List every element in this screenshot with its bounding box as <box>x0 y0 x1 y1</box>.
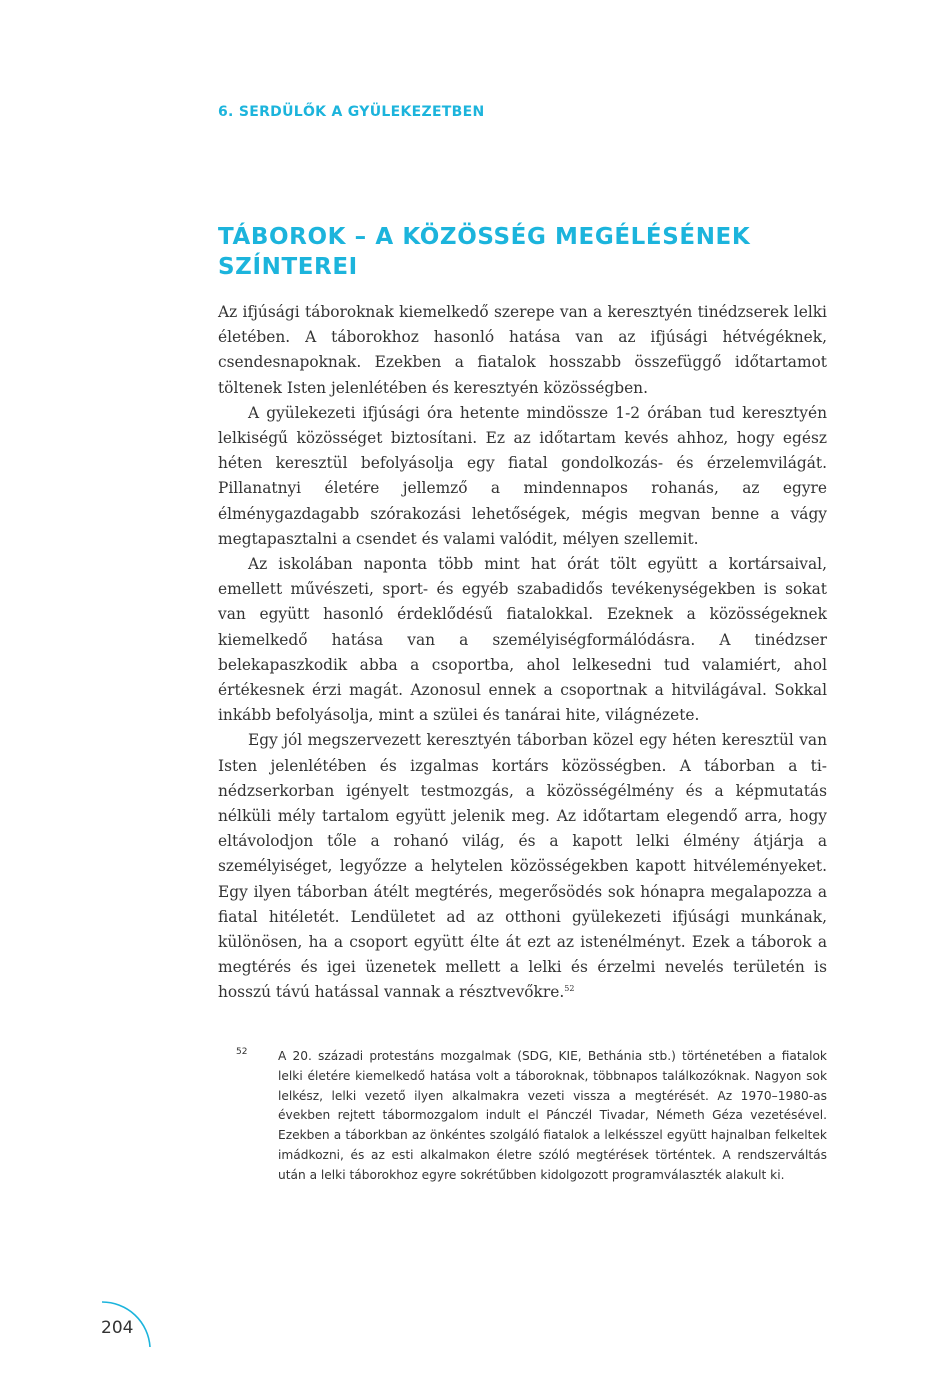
footnote-text: A 20. századi protestáns mozgalmak (SDG, KIE, Bethánia stb.) történetében a fiatalok lelki életére kiemelkedő hatása volt a táboroknak, többnapos találkozóknak. Nagyon sok lelkész, lelki vezető ilyen alkalmakra vezeti vissza a megtérését. Az 1970–1980-as években rejtett tábormozgalom indult el Pánczél Tivadar, Németh Géza vezetésével. Ezekben a táborkban az önkéntes szolgáló fiatalok a lelkésszel együtt hajnalban felkeltek imádkozni, és az esti alkalmakon életre szóló megtérések történtek. A rendszerváltás után a lelki táborokhoz egyre sokrétűbben kidolgozott programválaszték alakult ki. <box>278 1049 827 1182</box>
paragraph: A gyülekezeti ifjúsági óra hetente mindössze 1-2 órában tud keresztyén lelkiségű közösséget biztosítani. Ez az időtartam kevés ahhoz, hogy egész héten keresztül befolyásolja egy fiatal gondolkozás- és érzelemvilágát. Pillanatnyi életére jellemző a mindennapos rohanás, az egyre élménygazdagabb szórakozási lehetőségek, mégis megvan benne a vágy megtapasztalni a csendet és valami valódit, mélyen szellemit. <box>218 403 827 548</box>
running-head: 6. SERDÜLŐK A GYÜLEKEZETBEN <box>218 104 485 120</box>
page-number: 204 <box>101 1318 134 1338</box>
paragraph <box>218 728 827 1005</box>
body-text <box>218 300 827 1006</box>
section-title: TÁBOROK – A KÖZÖSSÉG MEGÉLÉSÉNEK SZÍNTEREI <box>218 224 751 280</box>
paragraph-text: Egy jól megszervezett keresztyén táborban közel egy héten keresztül van Isten jelenlétében és izgalmas kortárs közösségben. A táborban a tinédzserkorban igényelt testmozgás, a közösségélmény és a képmutatás nélküli mély tartalom együtt jelenik meg. Az időtartam elegendő arra, hogy eltávolodjon tőle a rohanó világ, és a kapott lelki élmény átjárja a személyiséget, legyőzze a helytelen közösségekben kapott hitvéleményeket. Egy ilyen táborban átélt megtérés, megerősödés sok hónapra megalapozza a fiatal hitéletét. Lendületet ad az otthoni gyülekezeti ifjúsági munkának, különösen, ha a csoport együtt élte át ezt az istenélményt. Ezek a táborok a megtérés és igei üzenetek mellett a lelki és érzelmi nevelés területén is hosszú távú hatással vannak a résztvevőkre. <box>218 731 827 1002</box>
paragraph: Az ifjúsági táboroknak kiemelkedő szerepe van a keresztyén tinédzserek lelki életében. A táborokhoz hasonló hatása van az ifjúsági hétvégéknek, csendesnapoknak. Ezekben a fiatalok hosszabb összefüggő időtartamot töltenek Isten jelenlétében és keresztyén közösségben. <box>218 303 827 397</box>
footnote-number: 52 <box>236 1047 248 1057</box>
footnote-reference[interactable]: 52 <box>564 984 575 994</box>
paragraph: Az iskolában naponta több mint hat órát tölt együtt a kortársaival, emellett művészeti, sport- és egyéb szabadidős tevékenységekben is sokat van együtt hasonló érdeklődésű fiatalokkal. Ezeknek a közösségeknek kiemelkedő hatása van a személyiségformálódásra. A tinédzser belekapaszkodik abba a csoportba, ahol lelkesedni tud valamiért, ahol értékesnek érzi magát. Azonosul ennek a csoportnak a hitvilágával. Sokkal inkább befolyásolja, mint a szülei és tanárai hite, világnézete. <box>218 555 827 725</box>
